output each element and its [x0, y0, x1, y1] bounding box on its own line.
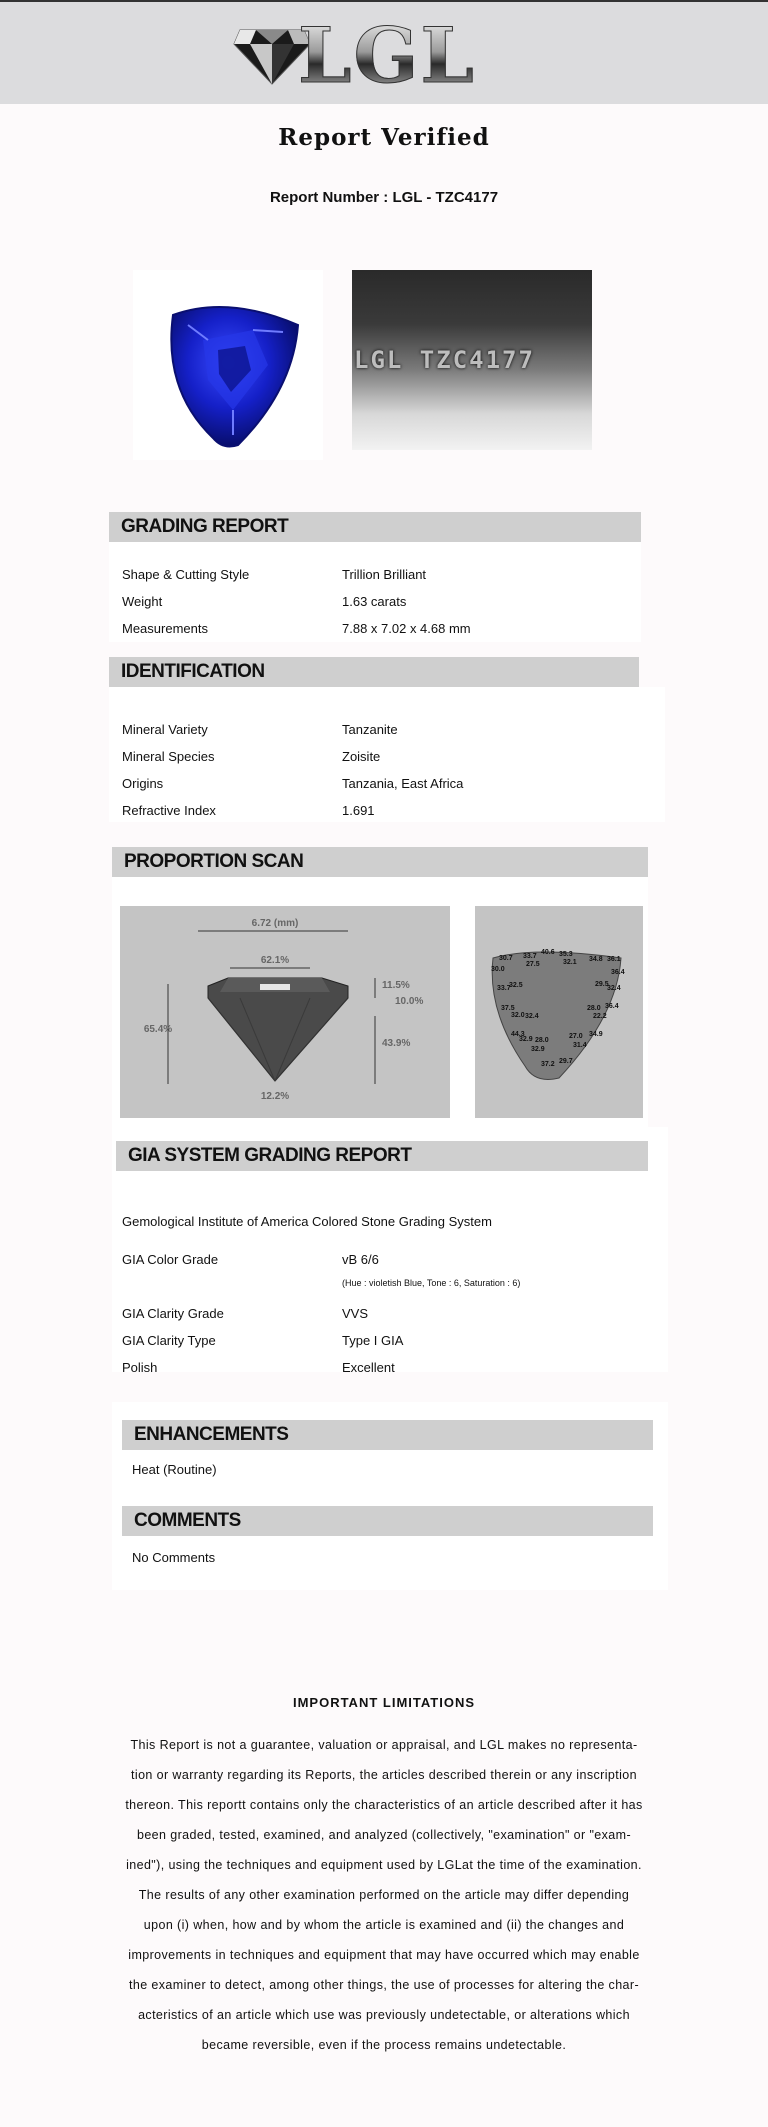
profile-crown-label: 11.5% — [382, 980, 410, 991]
top-value: 31.4 — [573, 1042, 587, 1049]
top-value: 37.2 — [541, 1061, 555, 1068]
top-value: 37.5 — [501, 1005, 515, 1012]
grading-label-measurements: Measurements — [122, 621, 208, 636]
enhancements-text: Heat (Routine) — [132, 1462, 217, 1477]
identification-label-ri: Refractive Index — [122, 803, 216, 818]
limitations-line: tion or warranty regarding its Reports, the articles described therein or any inscription — [131, 1768, 637, 1782]
gia-subtitle: Gemological Institute of America Colored Stone Grading System — [122, 1214, 492, 1229]
top-value: 32.9 — [519, 1036, 533, 1043]
top-value: 44.3 — [511, 1031, 525, 1038]
profile-table-label: 62.1% — [260, 955, 290, 966]
limitations-line: the examiner to detect, among other things, the use of processes for altering the char- — [128, 1978, 640, 1992]
limitations-line: improvements in techniques and equipment that may have occurred which may enable — [128, 1948, 640, 1962]
grading-value-shape: Trillion Brilliant — [342, 567, 427, 582]
proportion-scan-heading: PROPORTION SCAN — [112, 847, 648, 877]
logo-text: LGL — [298, 11, 476, 100]
top-value: 32.1 — [563, 959, 577, 966]
top-value: 36.4 — [611, 969, 625, 976]
gia-label-color: GIA Color Grade — [122, 1252, 219, 1267]
top-value: 35.3 — [559, 951, 573, 958]
top-value: 29.5 — [595, 981, 609, 988]
profile-girdle-label: 10.0% — [395, 996, 424, 1007]
report-number: Report Number : LGL - TZC4177 — [269, 189, 499, 206]
identification-value-species: Zoisite — [342, 749, 381, 764]
gia-label-polish: Polish — [122, 1360, 158, 1375]
gia-value-color: vB 6/6 — [342, 1252, 379, 1267]
gem-photo — [133, 270, 323, 460]
top-value: 32.4 — [607, 985, 621, 992]
top-value: 22.2 — [593, 1013, 607, 1020]
gia-color-note: (Hue : violetish Blue, Tone : 6, Saturation : 6) — [342, 1278, 521, 1288]
top-value: 32.0 — [511, 1012, 525, 1019]
identification-value-ri: 1.691 — [342, 803, 375, 818]
identification-label-species: Mineral Species — [122, 749, 215, 764]
limitations-line: been graded, tested, examined, and analyzed (collectively, "examination" or "exam- — [136, 1828, 632, 1842]
limitations-line: acteristics of an article which use was previously undetectable, or alterations which — [138, 2008, 630, 2022]
limitations-line: thereon. This reportt contains only the characteristics of an article described after it has — [125, 1798, 643, 1812]
comments-text: No Comments — [132, 1550, 216, 1565]
limitations-heading: IMPORTANT LIMITATIONS — [292, 1695, 476, 1710]
identification-label-variety: Mineral Variety — [122, 722, 208, 737]
grading-report-heading: GRADING REPORT — [109, 512, 641, 542]
top-value: 36.4 — [605, 1003, 619, 1010]
gia-value-clarity: VVS — [342, 1306, 369, 1321]
top-value: 32.4 — [525, 1013, 539, 1020]
enhancements-heading: ENHANCEMENTS — [122, 1420, 653, 1450]
identification-value-origins: Tanzania, East Africa — [342, 776, 464, 791]
grading-value-weight: 1.63 carats — [342, 594, 407, 609]
header-banner — [0, 0, 768, 104]
top-value: 40.6 — [541, 949, 555, 956]
identification-heading: IDENTIFICATION — [109, 657, 639, 687]
grading-label-shape: Shape & Cutting Style — [122, 567, 250, 582]
limitations-line: The results of any other examination performed on the article may differ depending — [138, 1888, 630, 1902]
top-value: 34.8 — [589, 956, 603, 963]
identification-value-variety: Tanzanite — [342, 722, 398, 737]
grading-value-measurements: 7.88 x 7.02 x 4.68 mm — [342, 621, 471, 636]
profile-diagram — [120, 906, 450, 1118]
identification-label-origins: Origins — [122, 776, 164, 791]
gia-value-polish: Excellent — [342, 1360, 395, 1375]
limitations-line: This Report is not a guarantee, valuation or appraisal, and LGL makes no representa- — [130, 1738, 638, 1752]
top-value: 27.5 — [526, 961, 540, 968]
top-value: 33.7 — [497, 985, 511, 992]
limitations-line: ined"), using the techniques and equipment used by LGLat the time of the examination. — [126, 1858, 642, 1872]
top-value: 28.0 — [535, 1037, 549, 1044]
top-value: 28.0 — [587, 1005, 601, 1012]
inscription-photo — [352, 270, 592, 450]
top-value: 33.7 — [523, 953, 537, 960]
top-value: 30.0 — [491, 966, 505, 973]
page-title: Report Verified — [278, 124, 490, 151]
top-view-diagram — [475, 906, 643, 1118]
gia-label-clarity-type: GIA Clarity Type — [122, 1333, 216, 1348]
profile-pavilion-label: 43.9% — [382, 1038, 411, 1049]
grading-label-weight: Weight — [122, 594, 163, 609]
top-value: 29.7 — [559, 1058, 573, 1065]
limitations-line: upon (i) when, how and by whom the article is examined and (ii) the changes and — [143, 1918, 625, 1932]
inscription-text: LGL TZC4177 — [354, 346, 535, 374]
gia-label-clarity: GIA Clarity Grade — [122, 1306, 224, 1321]
profile-total-depth-label: 65.4% — [143, 1024, 173, 1035]
top-value: 32.9 — [531, 1046, 545, 1053]
comments-heading: COMMENTS — [122, 1506, 653, 1536]
top-value: 27.0 — [569, 1033, 583, 1040]
limitations-line: became reversible, even if the process remains undetectable. — [201, 2038, 567, 2052]
top-value: 30.7 — [499, 955, 513, 962]
top-value: 36.1 — [607, 956, 621, 963]
gia-value-clarity-type: Type I GIA — [342, 1333, 404, 1348]
profile-culet-label: 12.2% — [260, 1091, 290, 1102]
top-value: 32.5 — [509, 982, 523, 989]
gia-heading: GIA SYSTEM GRADING REPORT — [116, 1141, 648, 1171]
profile-width-label: 6.72 (mm) — [251, 918, 299, 929]
lgl-logo — [232, 11, 492, 100]
top-value: 34.9 — [589, 1031, 603, 1038]
